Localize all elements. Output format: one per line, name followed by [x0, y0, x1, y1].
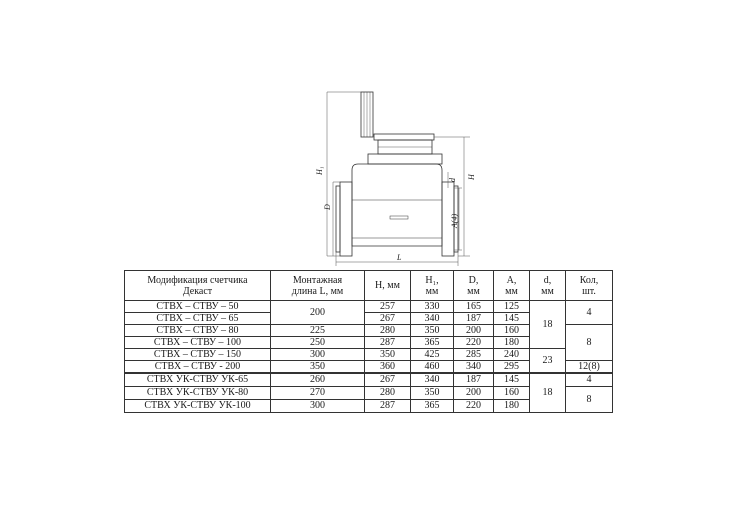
cell-h1: 350	[411, 325, 454, 337]
cell-h1: 340	[411, 373, 454, 386]
dimension-labels	[315, 166, 476, 262]
cell-model: СТВХ – СТВУ – 80	[125, 325, 271, 337]
cell-d: 285	[454, 349, 494, 361]
cell-length: 250	[271, 337, 365, 349]
table-row	[125, 301, 613, 313]
label-l: L	[397, 253, 402, 262]
header-small-d: d, мм	[530, 271, 566, 301]
cell-qty: 8	[566, 386, 613, 412]
label-h: H	[467, 174, 476, 180]
header-a: A, мм	[494, 271, 530, 301]
cell-a: 240	[494, 349, 530, 361]
cell-model: СТВХ – СТВУ - 200	[125, 361, 271, 374]
cell-small-d: 18	[530, 373, 566, 412]
cell-small-d: 18	[530, 301, 566, 349]
header-qty: Кол, шт.	[566, 271, 613, 301]
cell-length: 225	[271, 325, 365, 337]
header-h1: H₁, мм	[411, 271, 454, 301]
cell-length: 200	[271, 301, 365, 325]
cell-qty: 4	[566, 301, 613, 325]
cell-length: 260	[271, 373, 365, 386]
cell-length: 300	[271, 399, 365, 412]
cell-qty: 8	[566, 325, 613, 361]
cell-model: СТВХ УК-СТВУ УК-100	[125, 399, 271, 412]
cell-a: 125	[494, 301, 530, 313]
cell-d: 165	[454, 301, 494, 313]
cell-model: СТВХ – СТВУ – 100	[125, 337, 271, 349]
cell-d: 200	[454, 386, 494, 399]
cell-h1: 350	[411, 386, 454, 399]
table-row	[125, 373, 613, 386]
cell-qty: 4	[566, 373, 613, 386]
cell-a: 180	[494, 399, 530, 412]
cell-d: 220	[454, 337, 494, 349]
cell-a: 145	[494, 373, 530, 386]
cell-length: 270	[271, 386, 365, 399]
cell-length: 300	[271, 349, 365, 361]
dimensions-table	[124, 270, 613, 413]
cell-h: 360	[365, 361, 411, 374]
table-row	[125, 349, 613, 361]
cell-a: 145	[494, 313, 530, 325]
cell-small-d: 23	[530, 349, 566, 374]
label-h1: H₁	[315, 166, 324, 175]
cell-h1: 460	[411, 361, 454, 374]
header-d: D, мм	[454, 271, 494, 301]
header-h: H, мм	[365, 271, 411, 301]
cell-h1: 340	[411, 313, 454, 325]
cell-h: 350	[365, 349, 411, 361]
cell-model: СТВХ УК-СТВУ УК-80	[125, 386, 271, 399]
cell-length: 350	[271, 361, 365, 374]
cell-d: 200	[454, 325, 494, 337]
label-d: D	[323, 204, 332, 210]
label-small-d: d	[448, 178, 457, 182]
cell-model: СТВХ – СТВУ – 65	[125, 313, 271, 325]
meter-outline	[336, 92, 458, 256]
cell-a: 180	[494, 337, 530, 349]
cell-h1: 365	[411, 337, 454, 349]
cell-d: 340	[454, 361, 494, 374]
cell-h1: 425	[411, 349, 454, 361]
cell-h: 280	[365, 386, 411, 399]
header-model: Модификация счетчика Декаст	[125, 271, 271, 301]
cell-h: 287	[365, 337, 411, 349]
cell-h: 267	[365, 373, 411, 386]
cell-qty: 12(8)	[566, 361, 613, 374]
cell-a: 160	[494, 386, 530, 399]
cell-model: СТВХ УК-СТВУ УК-65	[125, 373, 271, 386]
cell-d: 187	[454, 373, 494, 386]
cell-h: 267	[365, 313, 411, 325]
cell-d: 187	[454, 313, 494, 325]
cell-a: 160	[494, 325, 530, 337]
cell-model: СТВХ – СТВУ – 150	[125, 349, 271, 361]
cell-h: 257	[365, 301, 411, 313]
header-length: Монтажная длина L, мм	[271, 271, 365, 301]
cell-d: 220	[454, 399, 494, 412]
label-a: A(4)	[450, 213, 459, 228]
cell-h: 280	[365, 325, 411, 337]
cell-h1: 365	[411, 399, 454, 412]
cell-a: 295	[494, 361, 530, 374]
table-header-row	[125, 271, 613, 301]
cell-h: 287	[365, 399, 411, 412]
cell-model: СТВХ – СТВУ – 50	[125, 301, 271, 313]
cell-h1: 330	[411, 301, 454, 313]
